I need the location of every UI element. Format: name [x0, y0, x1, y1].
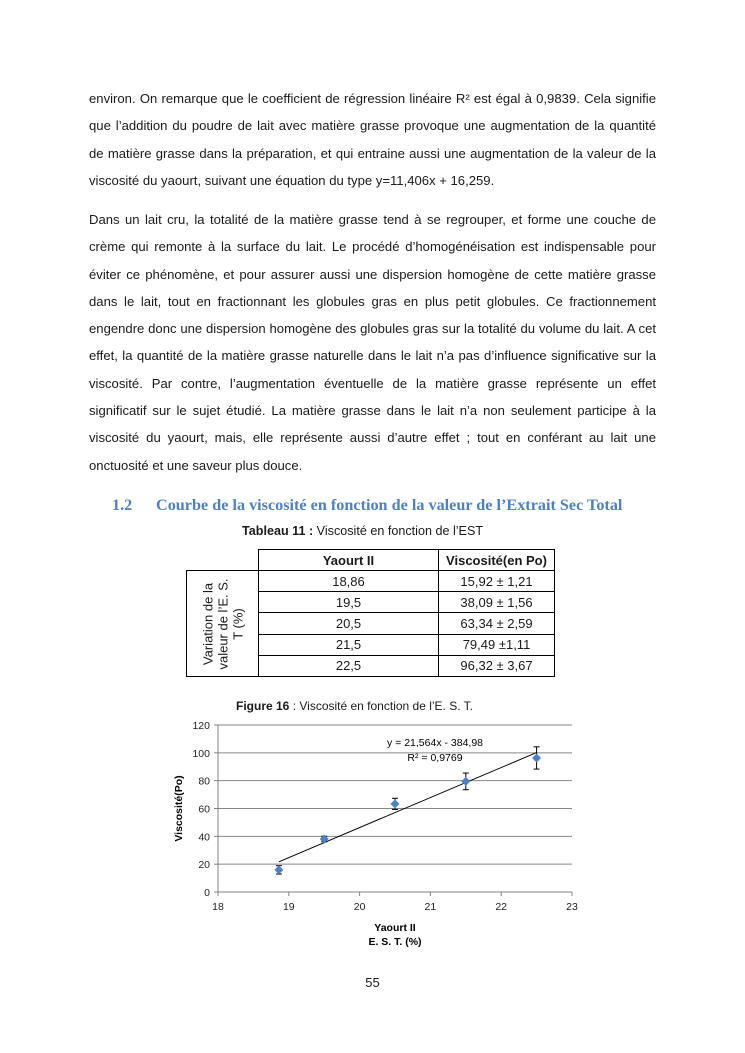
table-cell: 79,49 ±1,11	[439, 634, 555, 655]
data-point	[532, 753, 541, 762]
paragraph-2: Dans un lait cru, la totalité de la matière grasse tend à se regrouper, et forme une couche de crème qui remonte à la surface du lait. Le procédé d’homogénéisation est indispensable pour éviter ce phénomène, et pour assurer aussi une dispersion homogène de cette matière grasse dans le lait, tout en fractionnant les globules gras en plus petit globules. Ce fractionnement engendre donc une dispersion homogène des globules gras sur la totalité du volume du lait. A cet effet, la quantité de la matière grasse naturelle dans le lait n’a pas d’influence significative sur la viscosité. Par contre, l’augmentation éventuelle de la matière grasse représente un effet significatif sur le sujet étudié. La matière grasse dans le lait n’a non seulement participe à la viscosité du yaourt, mais, elle représente aussi d’autre effet ; tout en conférant au lait une onctuosité et une saveur plus douce.	[89, 212, 656, 473]
chart-error-bars	[276, 747, 540, 874]
paragraph-1: environ. On remarque que le coefficient de régression linéaire R² est égal à 0,9839. Cela signifie que l’addition du poudre de lait avec matière grasse provoque une augmentation de la quantité de matière grasse dans la préparation, et qui entraine aussi une augmentation de la valeur de la viscosité du yaourt, suivant une équation du type y=11,406x + 16,259.	[89, 91, 656, 188]
y-tick-label: 20	[198, 859, 210, 872]
viscosity-chart	[170, 713, 590, 953]
y-tick-label: 120	[192, 720, 210, 732]
table-header-yaourt: Yaourt II	[259, 550, 439, 571]
chart-trendline	[279, 753, 537, 862]
table-caption	[242, 524, 483, 538]
chart-trendline-group	[279, 753, 537, 862]
table-cell: 21,5	[259, 634, 439, 655]
table-cell: 96,32 ± 3,67	[439, 655, 555, 676]
table-cell: 19,5	[259, 592, 439, 613]
section-heading	[112, 496, 672, 515]
table-cell: 63,34 ± 2,59	[439, 613, 555, 634]
table-caption-label: Tableau 11 :	[242, 524, 314, 538]
x-tick-label: 21	[424, 901, 437, 913]
trendline-equation: y = 21,564x - 384,98	[386, 737, 484, 749]
x-tick-label: 18	[212, 901, 224, 913]
y-tick-label: 80	[198, 775, 210, 788]
section-number: 1.2	[112, 496, 133, 514]
figure-caption-text: : Viscosité en fonction de l’E. S. T.	[289, 699, 474, 713]
data-point	[391, 799, 400, 808]
x-tick-label: 20	[353, 901, 366, 913]
page-number: 55	[365, 975, 380, 990]
figure-caption-label: Figure 16	[236, 699, 290, 713]
y-tick-label: 0	[204, 887, 210, 899]
x-tick-label: 23	[566, 901, 578, 913]
chart-points	[274, 753, 541, 874]
figure-caption	[236, 699, 473, 713]
x-axis-title-line1: Yaourt II	[374, 922, 416, 934]
x-tick-label: 19	[282, 901, 295, 913]
table-caption-text: Viscosité en fonction de l’EST	[313, 524, 484, 538]
table-cell: 20,5	[259, 613, 439, 634]
y-tick-label: 60	[198, 803, 210, 816]
chart-axes	[214, 725, 572, 896]
viscosity-table	[186, 549, 555, 677]
y-axis-title: Viscosité(Po)	[173, 775, 185, 842]
data-point	[461, 777, 470, 786]
table-cell: 15,92 ± 1,21	[439, 571, 555, 592]
table-corner	[187, 550, 259, 571]
x-axis-title-line2: E. S. T. (%)	[368, 936, 422, 948]
table-row	[187, 571, 555, 592]
table-cell: 18,86	[259, 571, 439, 592]
y-tick-label: 40	[198, 831, 210, 844]
table-row-label: Variation de la valeur de l’E. S. T (%)	[200, 577, 245, 670]
table-cell: 38,09 ± 1,56	[439, 592, 555, 613]
x-tick-label: 22	[495, 901, 508, 913]
table-row-label-cell	[187, 571, 259, 677]
table-header-row	[187, 550, 555, 571]
data-point	[274, 865, 283, 874]
y-tick-label: 100	[192, 747, 210, 760]
table-header-viscosity: Viscosité(en Po)	[439, 550, 555, 571]
chart-labels	[173, 720, 578, 948]
section-title: Courbe de la viscosité en fonction de la valeur de l’Extrait Sec Total	[156, 496, 623, 514]
table-cell: 22,5	[259, 655, 439, 676]
trendline-r2: R² = 0,9769	[407, 752, 463, 764]
